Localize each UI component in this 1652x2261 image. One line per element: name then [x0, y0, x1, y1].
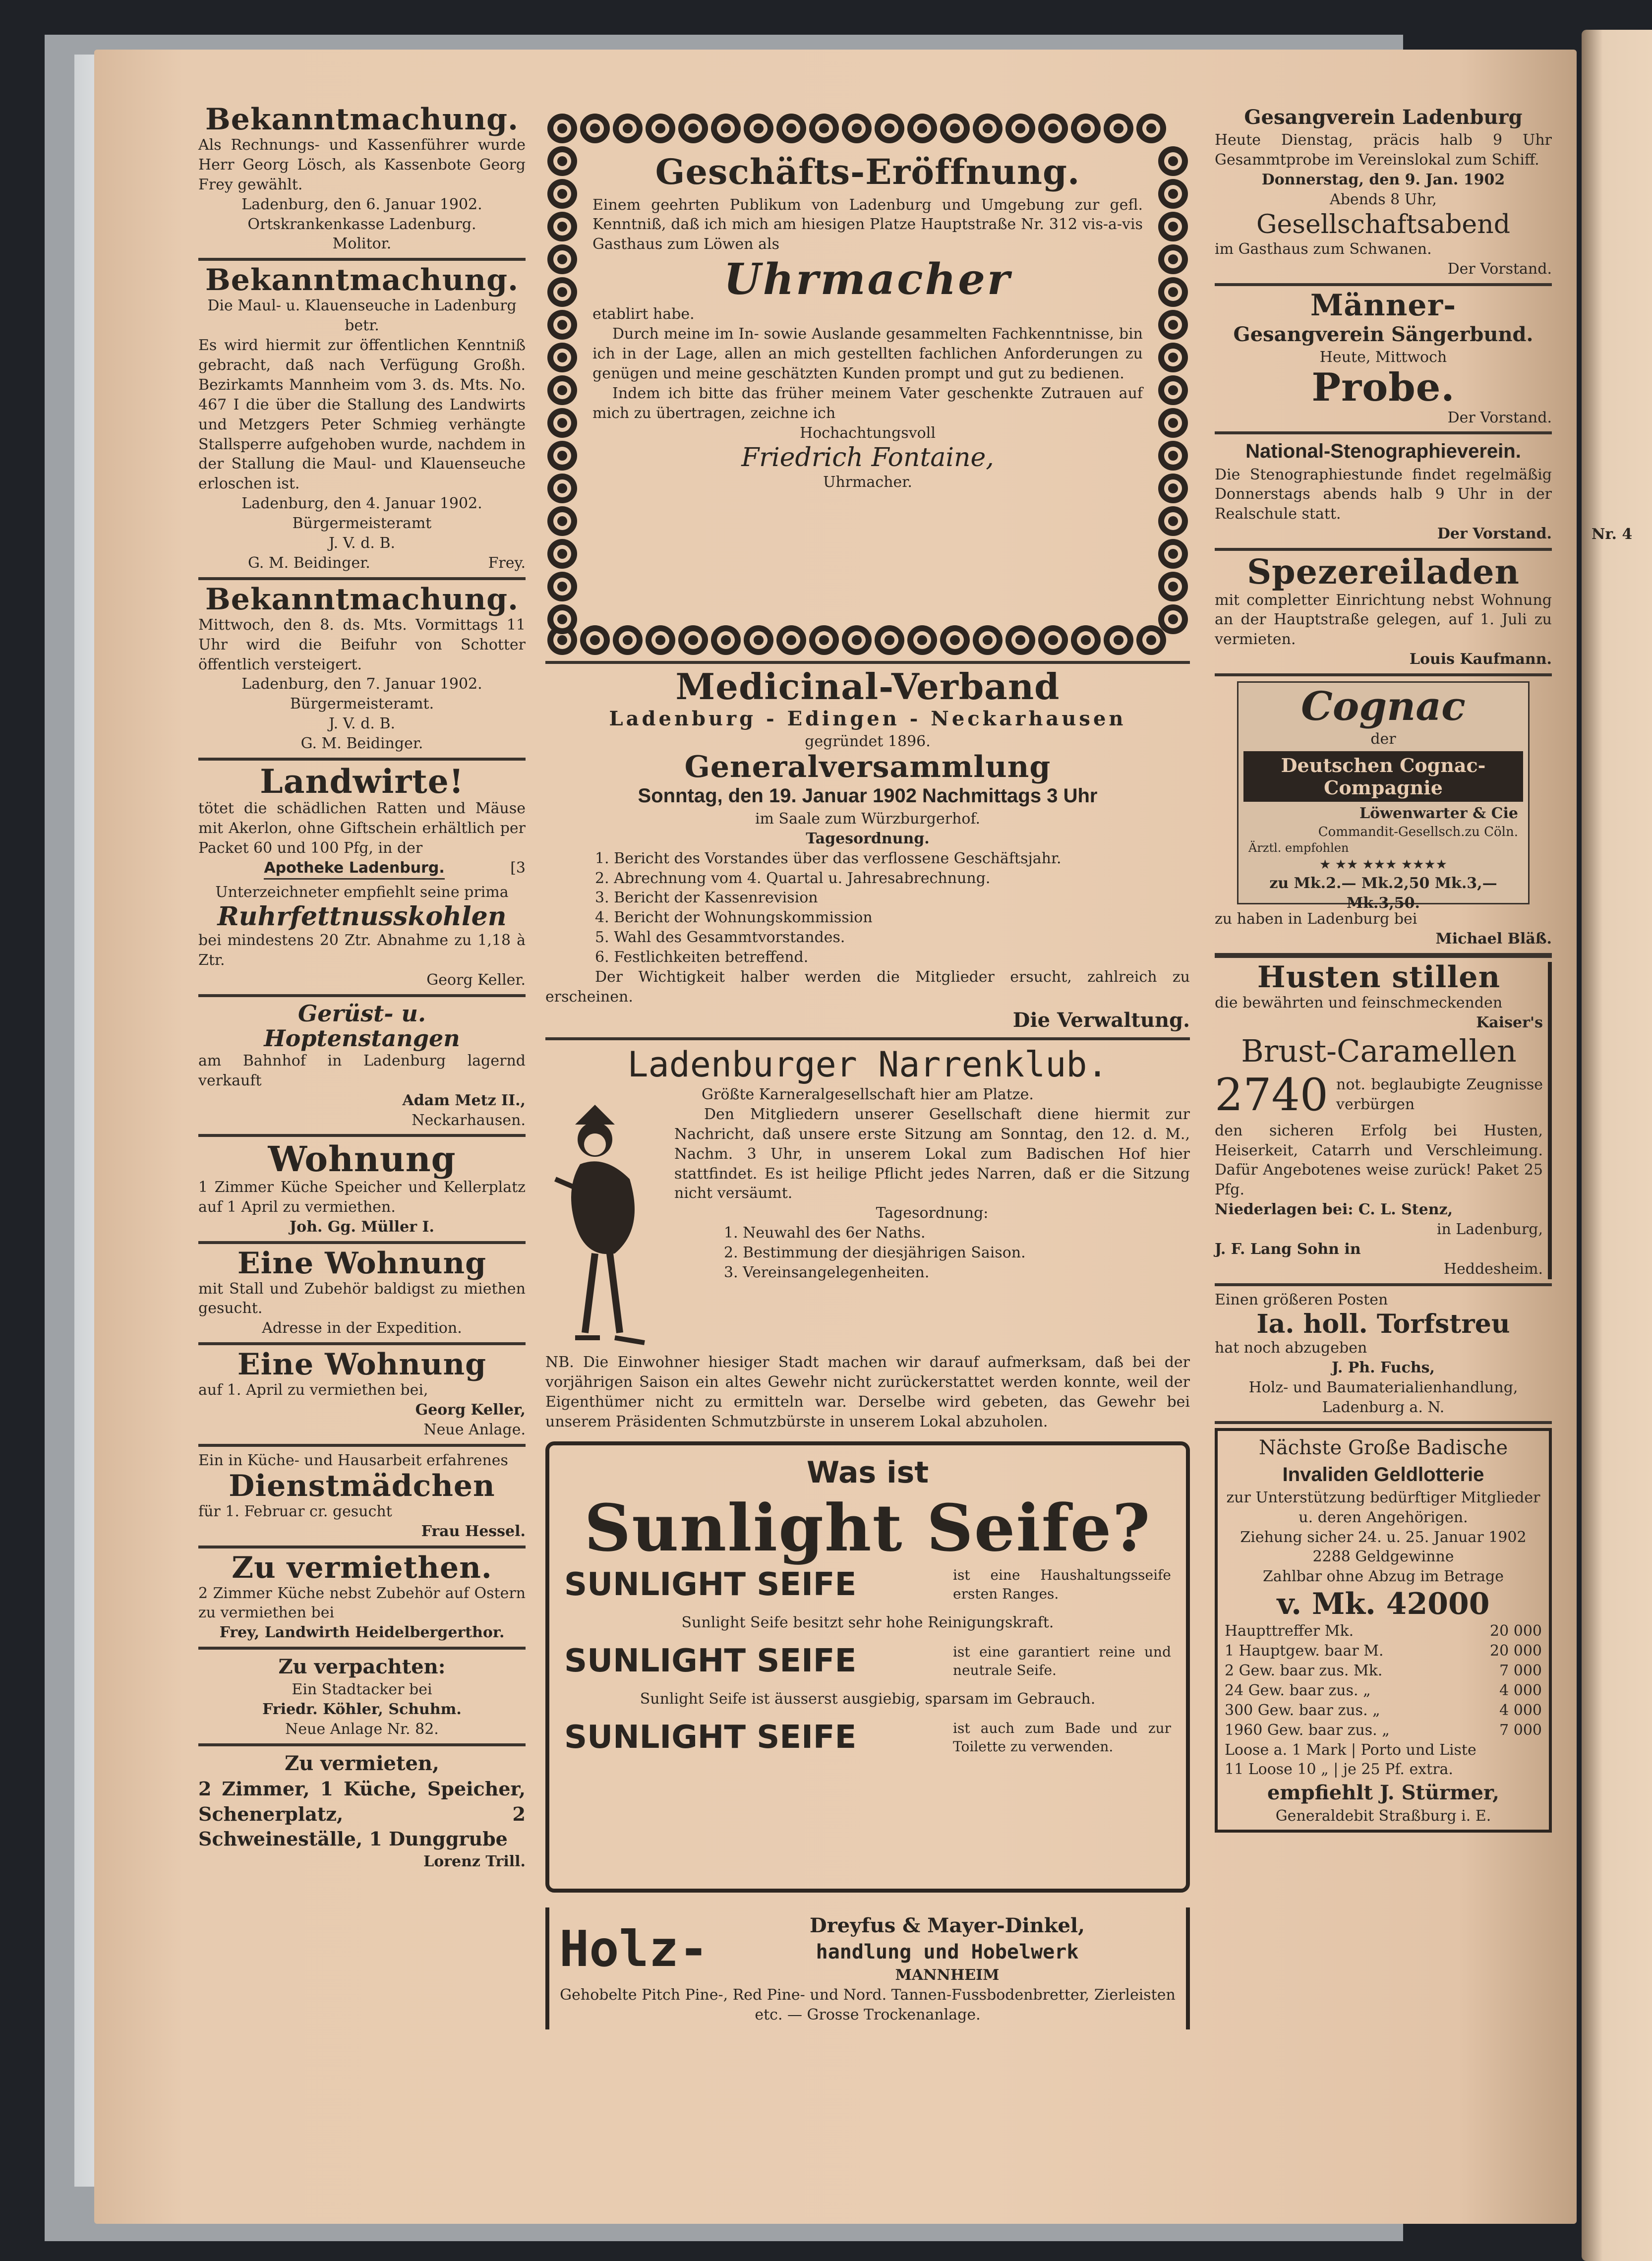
ad-landwirte [198, 762, 526, 880]
prize-row [1225, 1701, 1542, 1721]
cognac-firm: Löwenwarter & Cie [1359, 804, 1518, 822]
jester-illustration [545, 1105, 664, 1353]
cognac-der: der [1370, 730, 1396, 748]
ad-big-word: Holz- [559, 1920, 709, 1978]
ad-text: etablirt habe. [592, 305, 695, 323]
cognac-sub: Commandit-Gesellsch.zu Cöln. [1318, 824, 1518, 839]
prize-label: Haupttreffer Mk. [1225, 1622, 1354, 1640]
ad-text: 1 Zimmer Küche Speicher und Kellerplatz auf 1 April zu vermiethen. [198, 1178, 526, 1216]
ad-text: Die Stenographiestunde findet regelmäßig Donnerstags abends halb 9 Uhr in der Realschule statt. [1215, 466, 1552, 523]
ad-sign: Joh. Gg. Müller I. [289, 1218, 435, 1236]
prize-label: 24 Gew. baar zus. „ [1225, 1681, 1371, 1699]
ad-title: Zu vermieten, [285, 1752, 439, 1776]
ad-place: in Ladenburg, [1436, 1221, 1543, 1239]
ad-torfstreu [1215, 1290, 1552, 1418]
ad-date: Donnerstag, den 9. Jan. 1902 [1261, 171, 1505, 188]
ad-sign: Friedrich Fontaine, [741, 443, 994, 473]
ad-sign: J. F. Lang Sohn in [1215, 1241, 1361, 1258]
prize-row [1225, 1681, 1542, 1701]
ad-date: Sonntag, den 19. Januar 1902 Nachmittags 3 Uhr [638, 784, 1098, 807]
ad-event: Gesellschaftsabend [1256, 209, 1510, 239]
notice-date: Ladenburg, den 6. Januar 1902. [241, 195, 482, 213]
ad-title-2: Invaliden Geldlotterie [1282, 1463, 1484, 1486]
ad-text: zu haben in Ladenburg bei [1215, 910, 1417, 928]
ad-stangen [198, 1001, 526, 1130]
ad-city: MANNHEIM [895, 1966, 1000, 1984]
ad-title: Nächste Große Badische [1258, 1436, 1508, 1460]
cognac-recommended: Ärztl. empfohlen [1248, 841, 1349, 855]
ad-brand: SUNLIGHT SEIFE [564, 1566, 857, 1603]
prize-label: 1 Hauptgew. baar M. [1225, 1642, 1384, 1660]
ad-trade: Uhrmacher [723, 254, 1012, 305]
notice-office: Bürgermeisteramt [292, 515, 432, 533]
ad-place: im Gasthaus zum Schwanen. [1215, 240, 1432, 258]
ad-line-2: handlung und Hobelwerk [816, 1940, 1079, 1964]
ad-title: Geschäfts-Eröffnung. [655, 151, 1080, 192]
ad-claim: ist eine garantiert reine und neutrale Seife. [953, 1643, 1171, 1678]
prize-list [1225, 1621, 1542, 1740]
ad-title: Spezereiladen [1247, 552, 1520, 593]
next-page-edge [1582, 30, 1652, 2261]
ad-text: auf 1. April zu vermiethen bei, [198, 1381, 428, 1399]
ad-title: Dienstmädchen [229, 1468, 495, 1503]
ad-sign: Adam Metz II., [402, 1091, 526, 1109]
ad-count: 2740 [1215, 1069, 1329, 1121]
ad-title-2: Gesangverein Sängerbund. [1233, 322, 1534, 346]
ad-cognac [1215, 681, 1552, 949]
ad-text: 2 Zimmer, 1 Küche, Speicher, Schenerplatz, 2 Schweineställe, 1 Dunggrube [198, 1778, 526, 1850]
ad-middle: Sunlight Seife besitzt sehr hohe Reinigungskraft. [681, 1613, 1054, 1631]
cognac-label [1237, 681, 1530, 912]
ad-lotterie [1215, 1428, 1552, 1833]
ad-sign: Georg Keller. [426, 971, 526, 989]
ad-intro: Einen größeren Posten [1215, 1291, 1388, 1309]
notice-3 [198, 584, 526, 754]
ad-sign: Der Vorstand. [1447, 409, 1552, 426]
ad-place: Neckarhausen. [412, 1111, 526, 1129]
prize-row [1225, 1641, 1542, 1661]
notice-text: Als Rechnungs- und Kassenführer wurde Herr Georg Lösch, als Kassenbote Georg Frey gewählt. [198, 136, 526, 193]
ad-text: Indem ich bitte das früher meinem Vater geschenkte Zutrauen auf mich zu übertragen, zeichne ich [592, 384, 1143, 422]
ad-loose-2: 11 Loose 10 „ | je 25 Pf. extra. [1225, 1761, 1453, 1779]
ad-time: Abends 8 Uhr, [1330, 190, 1437, 208]
notice-subject: Die Maul- u. Klauenseuche in Ladenburg betr. [207, 297, 517, 335]
ad-place: Neue Anlage. [423, 1421, 526, 1439]
notice-ivdb: J. V. d. B. [328, 535, 396, 552]
ad-claim: ist eine Haushaltungsseife ersten Ranges. [953, 1567, 1171, 1602]
ad-title: Ia. holl. Torfstreu [1256, 1309, 1510, 1339]
ad-title: Husten stillen [1257, 959, 1501, 995]
ad-brand: SUNLIGHT SEIFE [564, 1719, 857, 1756]
ad-trade-2: Uhrmacher. [823, 474, 912, 491]
notice-sign: G. M. Beidinger. [248, 554, 370, 572]
prize-value: 7 000 [1499, 1721, 1542, 1739]
ad-num: [3 [510, 859, 526, 877]
ad-subtitle: Größte Karneralgesellschaft hier am Platze. [702, 1085, 1034, 1103]
cognac-stars: ★ ★★ ★★★ ★★★★ [1319, 857, 1447, 873]
notice-1 [198, 104, 526, 254]
ad-text: Ein Stadtacker bei [292, 1681, 432, 1699]
ad-brand: Kaiser's [1476, 1013, 1543, 1031]
ad-sign: J. Ph. Fuchs, [1331, 1359, 1435, 1376]
ad-title: Gesangverein Ladenburg [1244, 106, 1523, 129]
ad-payout: Zahlbar ohne Abzug im Betrage [1263, 1568, 1504, 1586]
ad-founded: gegründet 1896. [805, 732, 931, 750]
ad-place: Generaldebit Straßburg i. E. [1275, 1807, 1491, 1825]
notice-date: Ladenburg, den 7. Januar 1902. [241, 675, 482, 693]
ad-verpachten [198, 1654, 526, 1739]
notice-sign-2: Frey. [488, 554, 526, 572]
agenda-item: 3. Vereinsangelegenheiten. [724, 1263, 930, 1281]
ad-title: Wohnung [268, 1138, 456, 1180]
ad-holz [545, 1907, 1190, 2029]
ad-text: hat noch abzugeben [1215, 1339, 1367, 1357]
ad-title: Zu verpachten: [278, 1655, 446, 1679]
prize-label: 1960 Gew. baar zus. „ [1225, 1721, 1390, 1739]
ad-spezereiladen [1215, 552, 1552, 669]
prize-value: 20 000 [1490, 1622, 1542, 1640]
notice-title: Bekanntmachung. [205, 102, 519, 137]
ad-maennergesang [1215, 290, 1552, 428]
ad-stenographie [1215, 438, 1552, 544]
notice-title: Bekanntmachung. [205, 263, 519, 298]
ad-note: Adresse in der Expedition. [262, 1319, 462, 1337]
ad-sign: Georg Keller, [415, 1401, 526, 1419]
ad-claim: ist auch zum Bade und zur Toilette zu verwenden. [953, 1720, 1171, 1755]
prize-row [1225, 1661, 1542, 1681]
ad-text: mit completter Einrichtung nebst Wohnung an der Hauptstraße gelegen, auf 1. Juli zu vermieten. [1215, 591, 1552, 649]
notice-text: Es wird hiermit zur öffentlichen Kenntniß gebracht, daß nach Verfügung Großh. Bezirkamts Mannheim vom 3. ds. Mts. No. 467 I die über die Stallung des Landwirts und Metzgers Peter Schmieg verhängte Stallsperre aufgehoben wurde, nachdem in der Stallung die Maul- und Klauenseuche erloschen ist. [198, 337, 526, 493]
agenda-item: 4. Bericht der Wohnungskommission [595, 909, 873, 927]
ad-sign: Der Vorstand. [1447, 260, 1552, 278]
prize-value: 4 000 [1499, 1681, 1542, 1699]
ad-question-2: Sunlight Seife? [584, 1490, 1151, 1566]
ad-wohnung-2 [198, 1248, 526, 1339]
ad-sign: Die Verwaltung. [1012, 1008, 1190, 1032]
ad-zu-vermieten [198, 1750, 526, 1872]
notice-2 [198, 265, 526, 573]
ad-text: mit Stall und Zubehör baldigst zu miethen gesucht. [198, 1280, 526, 1317]
ad-sign: empfiehlt J. Stürmer, [1267, 1781, 1499, 1805]
ad-text: am Bahnhof in Ladenburg lagernd verkauft [198, 1052, 526, 1089]
ad-brand: SUNLIGHT SEIFE [564, 1643, 857, 1679]
ad-trade: Holz- und Baumaterialienhandlung, [1248, 1378, 1518, 1396]
notice-text: Mittwoch, den 8. ds. Mts. Vormittags 11 Uhr wird die Beifuhr von Schotter öffentlich versteigert. [198, 616, 526, 673]
prize-label: 300 Gew. baar zus. „ [1225, 1701, 1380, 1719]
notice-date: Ladenburg, den 4. Januar 1902. [241, 495, 482, 513]
column-left [198, 104, 526, 1875]
ad-sign: Michael Bläß. [1435, 930, 1552, 948]
prize-value: 7 000 [1499, 1662, 1542, 1680]
prize-value: 20 000 [1490, 1642, 1542, 1660]
ad-cert: not. beglaubigte Zeugnisse verbürgen [1336, 1076, 1543, 1114]
ad-text: Einem geehrten Publikum von Ladenburg und Umgebung zur gefl. Kenntniß, daß ich mich am hiesigen Platze Hauptstraße Nr. 312 vis-a-vis Gasthaus zum Löwen als [592, 196, 1143, 253]
ad-event: Probe. [1311, 364, 1455, 410]
ad-sign: Friedr. Köhler, Schuhm. [262, 1701, 462, 1719]
ad-text-2: den sicheren Erfolg bei Husten, Heiserkeit, Catarrh und Verschleimung. Dafür Angebotenes weise zurück! Paket 25 Pfg. [1215, 1122, 1543, 1199]
ad-zu-vermiethen [198, 1552, 526, 1643]
ad-text: Durch meine im In- sowie Auslande gesammelten Fachkenntnisse, bin ich in der Lage, allen an mich gestellten fachlichen Anforderungen zu genügen und meine geschätzten Kunden prompt und gut zu bedienen. [592, 325, 1143, 382]
ad-middle: Sunlight Seife ist äusserst ausgiebig, sparsam im Gebrauch. [640, 1690, 1096, 1708]
ad-title: National-Stenographieverein. [1245, 440, 1521, 463]
ad-title: Medicinal-Verband [675, 665, 1060, 708]
ad-wohnung-3 [198, 1349, 526, 1440]
next-page-number: Nr. 4 [1592, 526, 1633, 543]
ad-sunlight [545, 1441, 1190, 1893]
agenda-item: 5. Wahl des Gesammtvorstandes. [595, 929, 845, 947]
ad-text: Den Mitgliedern unserer Gesellschaft diene hiermit zur Nachricht, daß unsere erste Sitzung am Sonntag, den 12. d. M., Nachm. 3 Uhr, in unserem Lokal zum Badischen Hof hier stattfindet. Es ist heilige Pflicht jedes Narren, daß er die Sitzung nicht versäumt. [674, 1105, 1190, 1202]
ad-text: die bewährten und feinschmeckenden [1215, 994, 1503, 1012]
ad-gesangverein [1215, 104, 1552, 279]
ad-title: Ladenburger Narrenklub. [627, 1044, 1108, 1085]
ad-kohlen [198, 883, 526, 990]
ad-title: Eine Wohnung [237, 1347, 487, 1382]
notice-title: Bekanntmachung. [205, 582, 519, 617]
ad-text: bei mindestens 20 Ztr. Abnahme zu 1,18 à Ztr. [198, 931, 526, 969]
cognac-prices: zu Mk.2.— Mk.2,50 Mk.3,— Mk.3,50. [1269, 874, 1497, 912]
ad-count: 2288 Geldgewinne [1312, 1548, 1454, 1566]
ad-sign: Louis Kaufmann. [1409, 651, 1552, 668]
agenda-item: 1. Neuwahl des 6er Naths. [724, 1224, 926, 1242]
ad-title: Männer- [1310, 288, 1457, 323]
ad-place: Ladenburg a. N. [1322, 1398, 1445, 1416]
ad-depot: Niederlagen bei: C. L. Stenz, [1215, 1201, 1453, 1219]
prize-label: 2 Gew. baar zus. Mk. [1225, 1662, 1383, 1680]
ad-geschaeftseroeffnung [545, 112, 1190, 657]
ad-total: v. Mk. 42000 [1277, 1587, 1490, 1622]
cognac-company: Deutschen Cognac-Compagnie [1243, 751, 1523, 802]
column-middle [545, 112, 1190, 2032]
ad-closing: Der Wichtigkeit halber werden die Mitglieder ersucht, zahlreich zu erscheinen. [545, 968, 1190, 1006]
ad-draw: Ziehung sicher 24. u. 25. Januar 1902 [1240, 1528, 1527, 1546]
ad-sign: Lorenz Trill. [423, 1852, 526, 1870]
ad-husten [1215, 959, 1552, 1279]
ad-subtitle: Ladenburg - Edingen - Neckarhausen [609, 707, 1126, 730]
agenda-list [545, 849, 1190, 967]
notice-sign: Molitor. [332, 235, 392, 253]
prize-row [1225, 1721, 1542, 1740]
prize-row [1225, 1621, 1542, 1641]
ad-title: Landwirte! [260, 762, 464, 801]
ad-text-2: für 1. Februar cr. gesucht [198, 1502, 392, 1520]
ad-text: Gehobelte Pitch Pine-, Red Pine- und Nord. Tannen-Fussbodenbretter, Zierleisten etc. — Grosse Trockenanlage. [560, 1986, 1176, 2023]
agenda-item: 2. Bestimmung der diesjährigen Saison. [724, 1244, 1026, 1262]
ad-loose: Loose a. 1 Mark | Porto und Liste [1225, 1741, 1476, 1759]
ad-medicinal-verband [545, 665, 1190, 1033]
ad-narrenklub [545, 1044, 1190, 1431]
ad-greeting: Hochachtungsvoll [800, 424, 936, 442]
prize-value: 4 000 [1499, 1701, 1542, 1719]
agenda-item: 6. Festlichkeiten betreffend. [595, 949, 809, 966]
ad-question-1: Was ist [806, 1455, 929, 1490]
ad-place: im Saale zum Würzburgerhof. [755, 810, 981, 828]
ad-shop: Apotheke Ladenburg. [264, 858, 444, 880]
ad-sign: Der Vorstand. [1437, 525, 1552, 543]
ad-event: Generalversammlung [684, 749, 1051, 784]
ad-sign: Frey, Landwirth Heidelbergerthor. [219, 1624, 505, 1642]
ad-text: Heute Dienstag, präcis halb 9 Uhr Gesammtprobe im Vereinslokal zum Schiff. [1215, 131, 1552, 169]
notice-office: Bürgermeisteramt. [290, 695, 434, 713]
ad-title: Zu vermiethen. [232, 1550, 492, 1585]
ad-text: tötet die schädlichen Ratten und Mäuse mit Akerlon, ohne Giftschein erhältlich per Packet 60 und 100 Pfg, in der [198, 800, 526, 857]
notice-org: Ortskrankenkasse Ladenburg. [247, 215, 476, 233]
ad-sign: Frau Hessel. [421, 1522, 526, 1540]
agenda-item: 2. Abrechnung vom 4. Quartal u. Jahresabrechnung. [595, 869, 991, 887]
agenda-item: 1. Bericht des Vorstandes über das verflossene Geschäftsjahr. [595, 849, 1062, 867]
ad-agenda-title: Tagesordnung. [806, 830, 930, 847]
ad-text: zur Unterstützung bedürftiger Mitglieder u. deren Angehörigen. [1226, 1488, 1540, 1526]
ad-product: Brust-Caramellen [1241, 1032, 1517, 1069]
ad-nb: NB. Die Einwohner hiesiger Stadt machen wir darauf aufmerksam, daß bei der vorjährigen Saison ein altes Gewehr nicht zurückerstattet werden konnte, weil der Eigenthümer nicht zu ermitteln war. Derselbe wird gebeten, das Gewehr bei unserem Präsidenten Schmutzbürste in unserem Lokal abzuholen. [545, 1353, 1190, 1430]
ad-wohnung-1 [198, 1138, 526, 1237]
ad-title: Gerüst- u. Hoptenstangen [264, 1000, 460, 1052]
column-right [1215, 104, 1552, 1836]
agenda-item: 3. Bericht der Kassenrevision [595, 889, 818, 907]
ad-text: Ein in Küche- und Hausarbeit erfahrenes [198, 1451, 508, 1469]
ad-intro: Unterzeichneter empfiehlt seine prima [215, 883, 509, 901]
ad-title: Ruhrfettnusskohlen [217, 901, 507, 932]
ad-firm: Dreyfus & Mayer-Dinkel, [809, 1914, 1085, 1938]
notice-ivdb: J. V. d. B. [328, 715, 396, 733]
ad-agenda-title: Tagesordnung: [876, 1204, 989, 1222]
ad-place-2: Heddesheim. [1443, 1260, 1543, 1278]
ad-text: 2 Zimmer Küche nebst Zubehör auf Ostern zu vermiethen bei [198, 1584, 526, 1622]
ad-place: Neue Anlage Nr. 82. [285, 1721, 439, 1738]
ad-dienstmaedchen [198, 1451, 526, 1542]
ad-when: Heute, Mittwoch [1319, 348, 1447, 366]
notice-sign: G. M. Beidinger. [300, 735, 423, 753]
ad-title: Eine Wohnung [237, 1246, 487, 1281]
cognac-brand: Cognac [1301, 683, 1466, 730]
